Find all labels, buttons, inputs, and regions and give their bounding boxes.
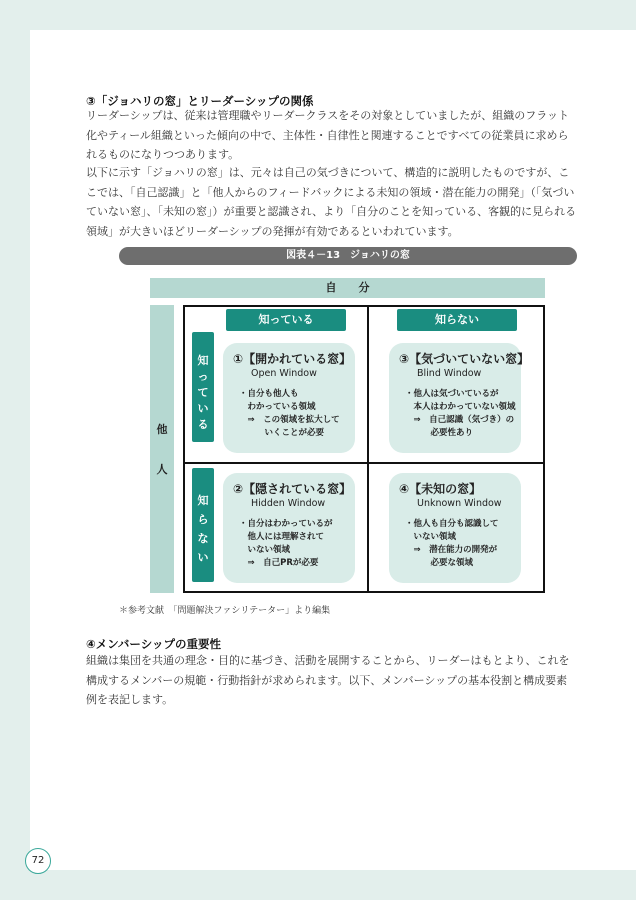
section3-para2: 以下に示す「ジョハリの窓」は、元々は自己の気づきについて、構造的に説明したものですが、ここでは、「自己認識」と「他人からのフィードバックによる未知の領域・潜在能力の開発」（「気づいていない窓」、「未知の窓」）が重要と認識され、より「自分のことを知っている、客観的に見られる領域」が大きいほどリーダーシップの発揮が有効であるといわれています。 xyxy=(86,166,577,238)
self-axis-label: 自分 xyxy=(150,278,545,298)
window-english-name: Hidden Window xyxy=(251,498,326,509)
row-header-unknown xyxy=(192,468,214,582)
window-english-name: Open Window xyxy=(251,368,317,379)
window-description: ・他人も自分も認識して いない領域 ⇒ 潜在能力の開発が 必要な領域 xyxy=(405,519,499,568)
others-char-1: 他 xyxy=(156,423,168,436)
column-header-known: 知っている xyxy=(226,309,346,331)
window-title: ①【開かれている窓】 xyxy=(233,352,352,366)
window-description: ・自分はわかっているが 他人には理解されて いない領域 ⇒ 自己PRが必要 xyxy=(239,519,333,568)
window-title: ④【未知の窓】 xyxy=(399,482,482,496)
window-title: ②【隠されている窓】 xyxy=(233,482,352,496)
open-window-card xyxy=(223,343,355,453)
blind-window-card xyxy=(389,343,530,453)
grid-divider-vertical xyxy=(367,307,369,591)
section4-para1: 組織は集団を共通の理念・目的に基づき、活動を展開することから、リーダーはもとより、これを構成するメンバーの規範・行動指針が求められます。以下、メンバーシップの基本役割と構成要素例を表記します。 xyxy=(86,654,570,706)
row-known-char-2: っ xyxy=(197,370,209,383)
reference-note: ＊参考文献 「問題解決ファシリテーター」より編集 xyxy=(119,606,331,616)
section3-para1: リーダーシップは、従来は管理職やリーダークラスをその対象としていましたが、組織のフラット化やティール組織といった傾向の中で、主体性・自律性と関連することですべての従業員に求められるものになりつつあります。 xyxy=(86,109,570,161)
row-known-char-4: い xyxy=(197,402,209,415)
row-known-char-5: る xyxy=(197,418,209,431)
window-title: ③【気づいていない窓】 xyxy=(399,352,530,366)
row-known-char-3: て xyxy=(197,386,209,399)
section3-heading: ③「ジョハリの窓」とリーダーシップの関係 xyxy=(86,94,314,108)
row-unknown-char-2: ら xyxy=(197,513,209,526)
window-description: ・自分も他人も わかっている領域 ⇒ この領域を拡大して いくことが必要 xyxy=(239,389,340,438)
window-english-name: Blind Window xyxy=(417,368,482,379)
hidden-window-card xyxy=(223,473,355,583)
window-english-name: Unknown Window xyxy=(417,498,502,509)
grid-divider-horizontal xyxy=(185,462,543,464)
unknown-window-card xyxy=(389,473,521,583)
row-known-char-1: 知 xyxy=(197,354,209,367)
window-description: ・他人は気づいているが 本人はわかっていない領域 ⇒ 自己認識（気づき）の 必要性あり xyxy=(405,389,516,438)
others-char-2: 人 xyxy=(156,463,168,476)
column-header-unknown: 知らない xyxy=(397,309,517,331)
others-axis-label xyxy=(150,305,174,593)
row-unknown-char-4: い xyxy=(197,551,209,564)
figure-caption: 図表４－13 ジョハリの窓 xyxy=(119,247,577,265)
row-unknown-char-1: 知 xyxy=(197,494,209,507)
section4-heading: ④メンバーシップの重要性 xyxy=(86,637,221,651)
row-header-known xyxy=(192,332,214,442)
row-unknown-char-3: な xyxy=(197,532,209,545)
page-number: 72 xyxy=(25,848,51,874)
